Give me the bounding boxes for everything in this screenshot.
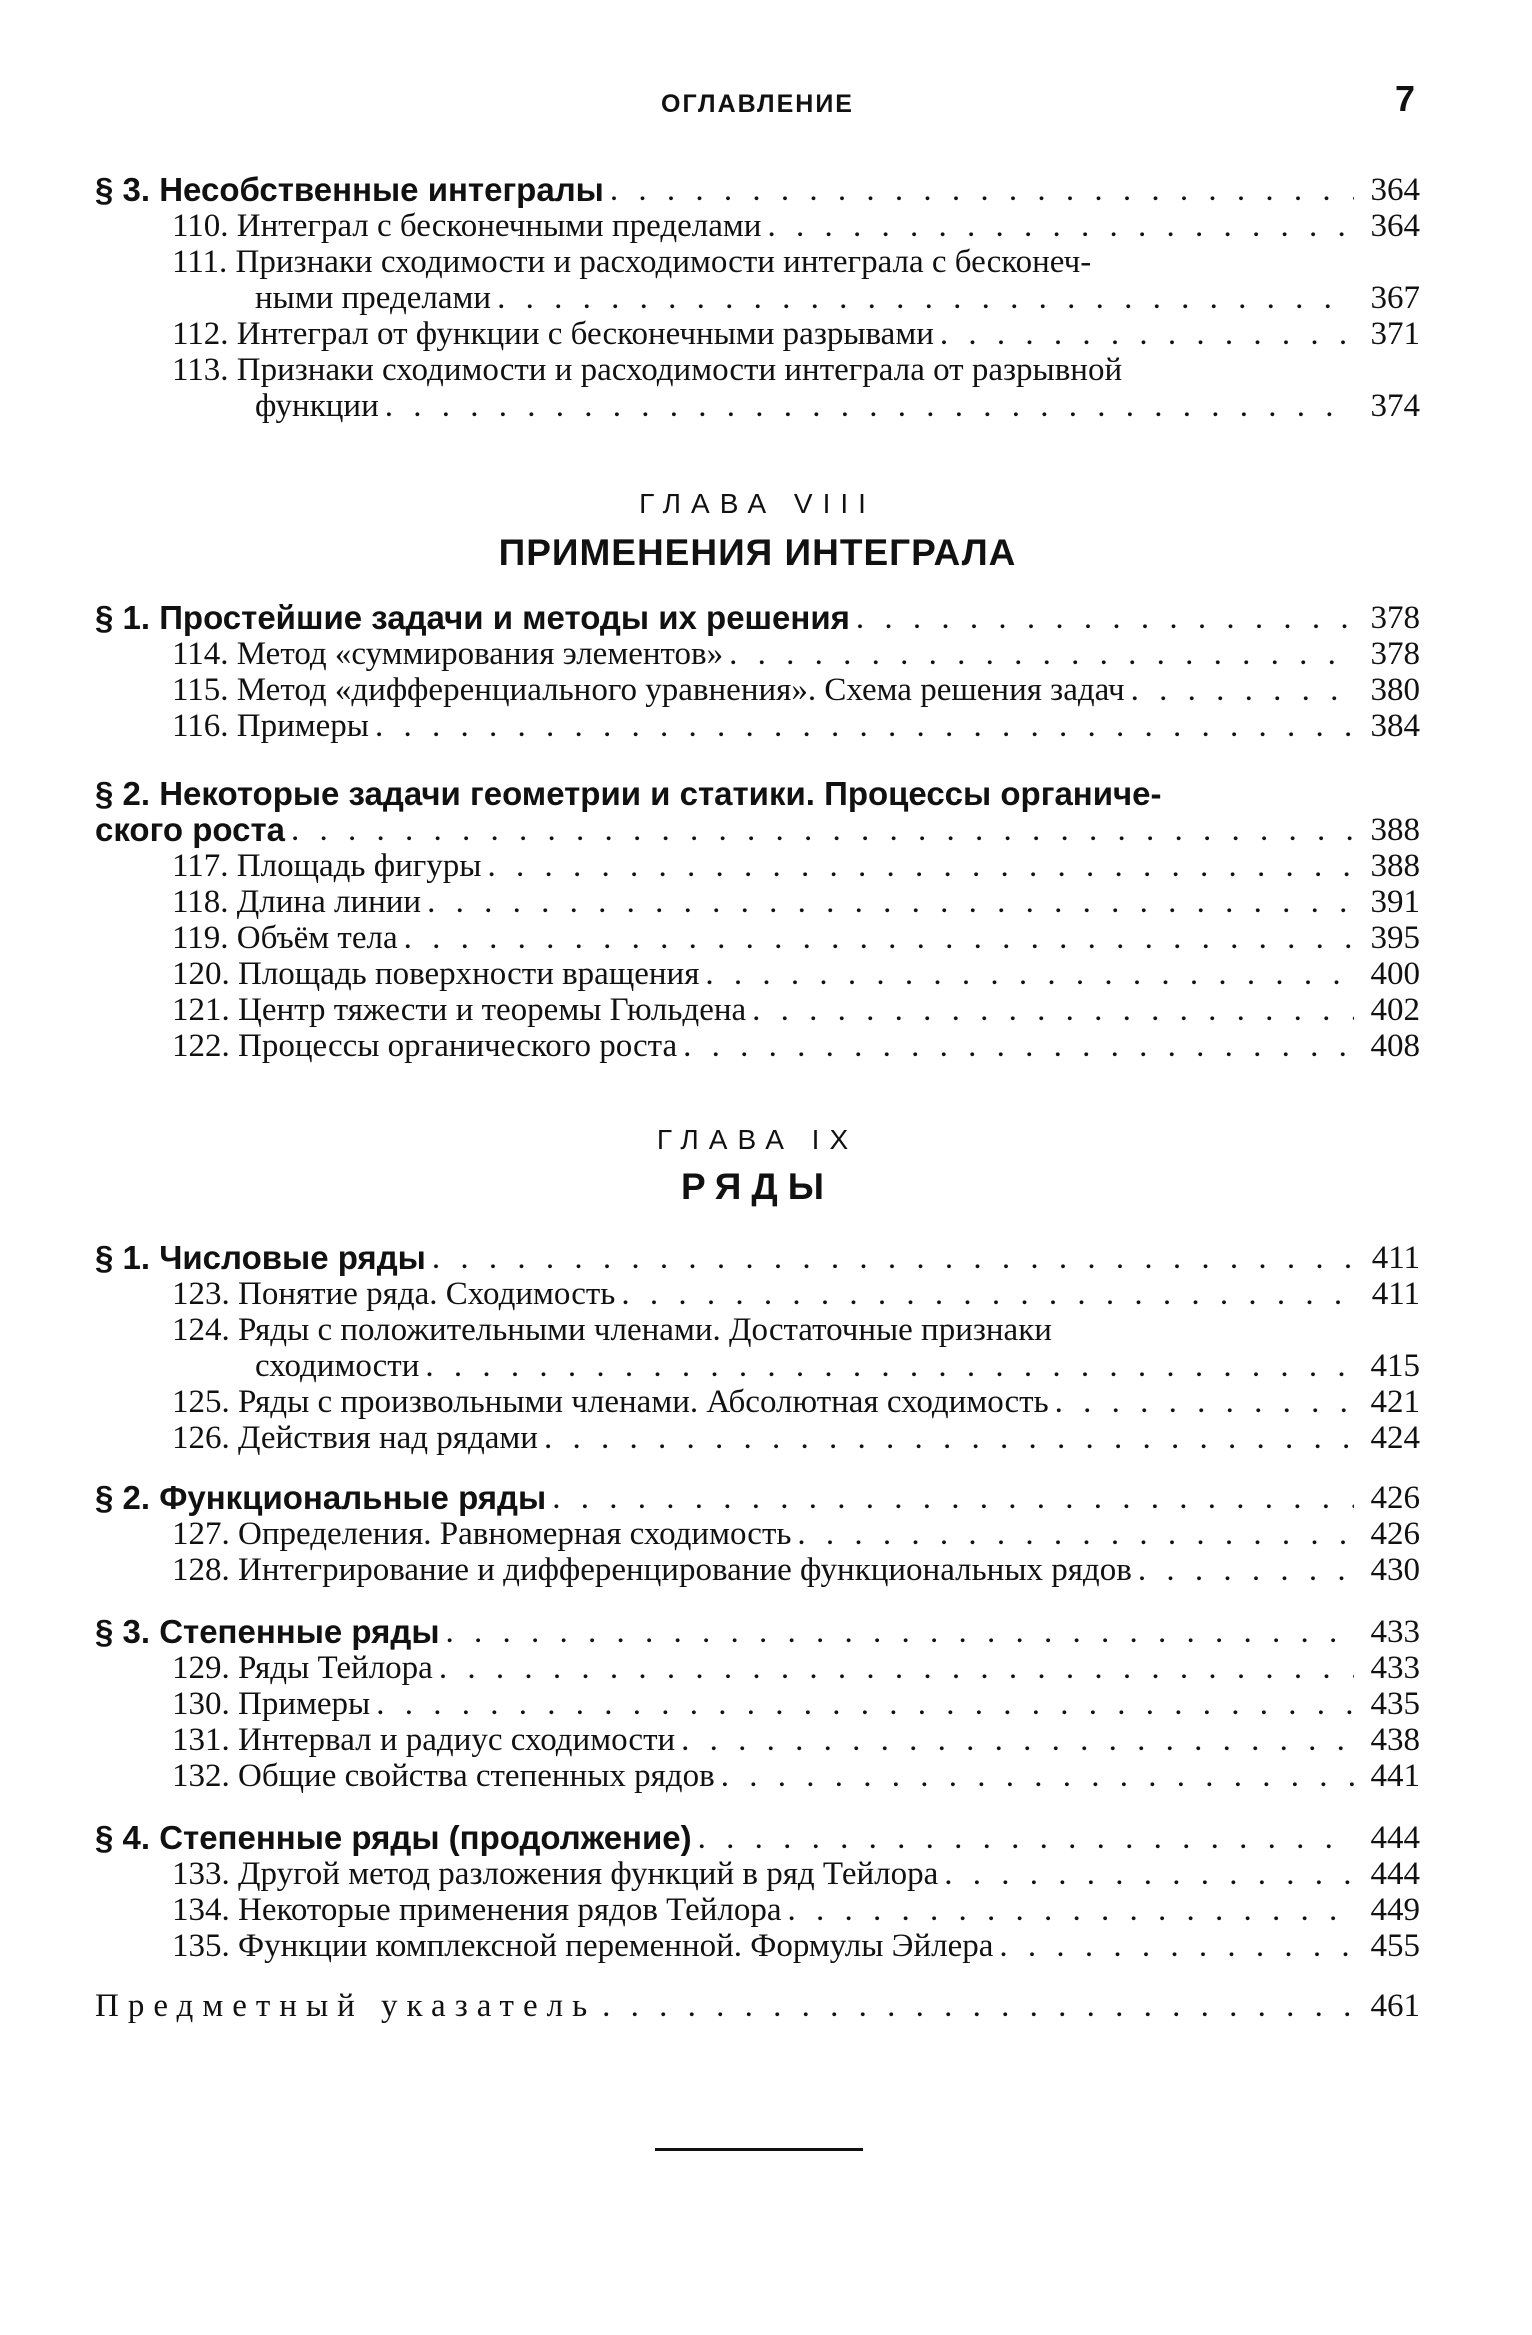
toc-item-row[interactable] — [95, 1552, 1420, 1588]
dot-leader — [940, 316, 1354, 352]
running-title: ОГЛАВЛЕНИЕ — [661, 90, 854, 118]
item-title: 126. Действия над рядами — [172, 1420, 538, 1456]
dot-leader — [621, 1276, 1354, 1312]
section-page: 411 — [1371, 1240, 1420, 1276]
chapter-title: РЯДЫ — [681, 1166, 834, 1207]
item-title: 120. Площадь поверхности вращения — [172, 956, 700, 992]
toc-index-row[interactable] — [95, 1988, 1420, 2024]
dot-leader — [999, 1928, 1354, 1964]
page-header — [95, 78, 1420, 128]
item-page: 384 — [1370, 708, 1420, 744]
section-title: § 1. Простейшие задачи и методы их решения — [95, 599, 850, 636]
section-title: § 3. Несобственные интегралы — [95, 171, 604, 208]
item-title-line2: сходимости — [255, 1348, 420, 1384]
dot-leader — [375, 708, 1354, 744]
item-title: 118. Длина линии — [172, 884, 422, 920]
page-number: 7 — [1394, 78, 1415, 119]
item-title: 116. Примеры — [172, 708, 369, 744]
toc-item-row[interactable] — [95, 1276, 1420, 1312]
item-page: 455 — [1370, 1928, 1420, 1964]
dot-leader — [602, 1988, 1354, 2024]
item-title: 131. Интервал и радиус сходимости — [172, 1722, 676, 1758]
section-page: 433 — [1370, 1614, 1420, 1650]
toc-section-row[interactable] — [95, 1614, 1420, 1650]
toc-section-row[interactable] — [95, 600, 1420, 636]
item-page: 395 — [1370, 920, 1420, 956]
toc-item-row[interactable] — [95, 884, 1420, 920]
toc-block-chapter9-sec1 — [95, 1240, 1420, 1456]
item-title: 129. Ряды Тейлора — [172, 1650, 433, 1686]
toc-item-row[interactable] — [95, 1686, 1420, 1722]
dot-leader — [385, 388, 1354, 424]
index-page: 461 — [1370, 1988, 1420, 2024]
section-title-line2: ского роста — [95, 811, 285, 848]
item-page: 364 — [1370, 208, 1420, 244]
item-page: 449 — [1370, 1892, 1420, 1928]
dot-leader — [1131, 672, 1354, 708]
toc-item-row[interactable] — [95, 1420, 1420, 1456]
toc-section-row[interactable] — [95, 1240, 1420, 1276]
item-title: 128. Интегрирование и дифференцирование функциональных рядов — [172, 1552, 1132, 1588]
toc-item-row[interactable] — [95, 992, 1420, 1028]
toc-block-index — [95, 1988, 1420, 2024]
item-title-line2: ными пределами — [255, 280, 492, 316]
dot-leader — [446, 1614, 1354, 1650]
dot-leader — [752, 992, 1354, 1028]
toc-item-row[interactable] — [95, 388, 1420, 424]
toc-item-row[interactable] — [95, 920, 1420, 956]
dot-leader — [404, 920, 1354, 956]
dot-leader — [427, 884, 1354, 920]
item-page: 380 — [1370, 672, 1420, 708]
chapter-label: ГЛАВА IX — [656, 1124, 859, 1155]
item-title-line1[interactable]: 124. Ряды с положительными членами. Достаточные признаки — [172, 1312, 1052, 1348]
toc-item-row[interactable] — [95, 1516, 1420, 1552]
dot-leader — [681, 1722, 1354, 1758]
toc-item-row[interactable] — [95, 708, 1420, 744]
item-page: 411 — [1371, 1276, 1420, 1312]
item-page: 415 — [1370, 1348, 1420, 1384]
section-page: 388 — [1370, 812, 1420, 848]
dot-leader — [683, 1028, 1354, 1064]
item-page: 430 — [1370, 1552, 1420, 1588]
toc-item-row[interactable] — [95, 208, 1420, 244]
dot-leader — [729, 636, 1354, 672]
toc-section-row[interactable] — [95, 1820, 1420, 1856]
toc-section-row[interactable] — [95, 812, 1420, 848]
toc-block-chapter8-sec1 — [95, 600, 1420, 744]
item-title-line2: функции — [255, 388, 379, 424]
section-title: § 3. Степенные ряды — [95, 1613, 440, 1650]
toc-block-chapter8-sec2 — [95, 776, 1420, 1064]
toc-item-row[interactable] — [95, 280, 1420, 316]
toc-section-row[interactable] — [95, 172, 1420, 208]
item-title: 110. Интеграл с бесконечными пределами — [172, 208, 762, 244]
item-title: 119. Объём тела — [172, 920, 398, 956]
section-page: 378 — [1370, 600, 1420, 636]
toc-item-row[interactable] — [95, 1028, 1420, 1064]
dot-leader — [425, 1348, 1354, 1384]
dot-leader — [856, 600, 1354, 636]
dot-leader — [544, 1420, 1354, 1456]
section-title: § 4. Степенные ряды (продолжение) — [95, 1819, 692, 1856]
dot-leader — [376, 1686, 1354, 1722]
toc-block-improper-integrals — [95, 172, 1420, 424]
dot-leader — [439, 1650, 1354, 1686]
toc-item-row[interactable] — [95, 1722, 1420, 1758]
toc-block-chapter9-sec4 — [95, 1820, 1420, 1964]
item-page: 444 — [1370, 1856, 1420, 1892]
section-title: § 2. Функциональные ряды — [95, 1479, 547, 1516]
dot-leader — [497, 280, 1354, 316]
chapter-title: ПРИМЕНЕНИЯ ИНТЕГРАЛА — [498, 532, 1017, 573]
item-title: 127. Определения. Равномерная сходимость — [172, 1516, 792, 1552]
item-page: 391 — [1370, 884, 1420, 920]
dot-leader — [1055, 1384, 1354, 1420]
toc-item-row[interactable] — [95, 1650, 1420, 1686]
item-title: 125. Ряды с произвольными членами. Абсолютная сходимость — [172, 1384, 1049, 1420]
dot-leader — [797, 1516, 1354, 1552]
toc-item-row[interactable] — [95, 1892, 1420, 1928]
section-title: § 1. Числовые ряды — [95, 1239, 426, 1276]
toc-item-row[interactable] — [95, 1348, 1420, 1384]
dot-leader — [432, 1240, 1354, 1276]
dot-leader — [788, 1892, 1355, 1928]
dot-leader — [721, 1758, 1354, 1794]
toc-item-row[interactable] — [95, 956, 1420, 992]
item-page: 438 — [1370, 1722, 1420, 1758]
toc-item-row[interactable] — [95, 1856, 1420, 1892]
toc-block-chapter9-sec2 — [95, 1480, 1420, 1588]
item-page: 435 — [1370, 1686, 1420, 1722]
item-page: 408 — [1370, 1028, 1420, 1064]
item-page: 402 — [1370, 992, 1420, 1028]
item-page: 388 — [1370, 848, 1420, 884]
section-page: 444 — [1370, 1820, 1420, 1856]
chapter-label: ГЛАВА VIII — [639, 488, 876, 519]
closing-rule — [655, 2148, 863, 2151]
item-title-line1[interactable]: 111. Признаки сходимости и расходимости интеграла с бесконеч- — [172, 244, 1092, 280]
item-title: 115. Метод «дифференциального уравнения». Схема решения задач — [172, 672, 1125, 708]
toc-item-row[interactable] — [95, 848, 1420, 884]
item-title: 135. Функции комплексной переменной. Формулы Эйлера — [172, 1928, 994, 1964]
item-page: 371 — [1370, 316, 1420, 352]
dot-leader — [705, 956, 1354, 992]
toc-section-row[interactable] — [95, 1480, 1420, 1516]
dot-leader — [552, 1480, 1354, 1516]
item-title: 132. Общие свойства степенных рядов — [172, 1758, 715, 1794]
item-page: 367 — [1370, 280, 1420, 316]
item-title: 112. Интеграл от функции с бесконечными разрывами — [172, 316, 934, 352]
item-page: 378 — [1370, 636, 1420, 672]
item-title: 121. Центр тяжести и теоремы Гюльдена — [172, 992, 747, 1028]
item-page: 433 — [1370, 1650, 1420, 1686]
toc-item-row[interactable] — [95, 1758, 1420, 1794]
dot-leader — [698, 1820, 1354, 1856]
dot-leader — [487, 848, 1354, 884]
item-title: 123. Понятие ряда. Сходимость — [172, 1276, 616, 1312]
item-title: 133. Другой метод разложения функций в ряд Тейлора — [172, 1856, 939, 1892]
item-title: 117. Площадь фигуры — [172, 848, 482, 884]
toc-item-row[interactable] — [95, 1928, 1420, 1964]
toc-page — [95, 0, 1420, 2335]
toc-item-row[interactable] — [95, 672, 1420, 708]
item-title: 130. Примеры — [172, 1686, 371, 1722]
dot-leader — [1138, 1552, 1354, 1588]
item-page: 374 — [1370, 388, 1420, 424]
dot-leader — [944, 1856, 1354, 1892]
item-page: 441 — [1370, 1758, 1420, 1794]
item-title: 122. Процессы органического роста — [172, 1028, 678, 1064]
toc-item-row[interactable] — [95, 316, 1420, 352]
dot-leader — [767, 208, 1354, 244]
dot-leader — [610, 172, 1354, 208]
item-page: 421 — [1370, 1384, 1420, 1420]
item-page: 400 — [1370, 956, 1420, 992]
toc-item-row[interactable] — [95, 636, 1420, 672]
index-title: Предметный указатель — [95, 1988, 597, 2024]
dot-leader — [291, 812, 1354, 848]
item-title-line1[interactable]: 113. Признаки сходимости и расходимости интеграла от разрывной — [172, 352, 1123, 388]
toc-item-row[interactable] — [95, 1384, 1420, 1420]
item-title: 114. Метод «суммирования элементов» — [172, 636, 724, 672]
section-page: 426 — [1370, 1480, 1420, 1516]
item-title: 134. Некоторые применения рядов Тейлора — [172, 1892, 782, 1928]
section-title-line1[interactable]: § 2. Некоторые задачи геометрии и статики. Процессы органиче- — [95, 775, 1162, 812]
item-page: 424 — [1370, 1420, 1420, 1456]
toc-block-chapter9-sec3 — [95, 1614, 1420, 1794]
item-page: 426 — [1370, 1516, 1420, 1552]
section-page: 364 — [1370, 172, 1420, 208]
